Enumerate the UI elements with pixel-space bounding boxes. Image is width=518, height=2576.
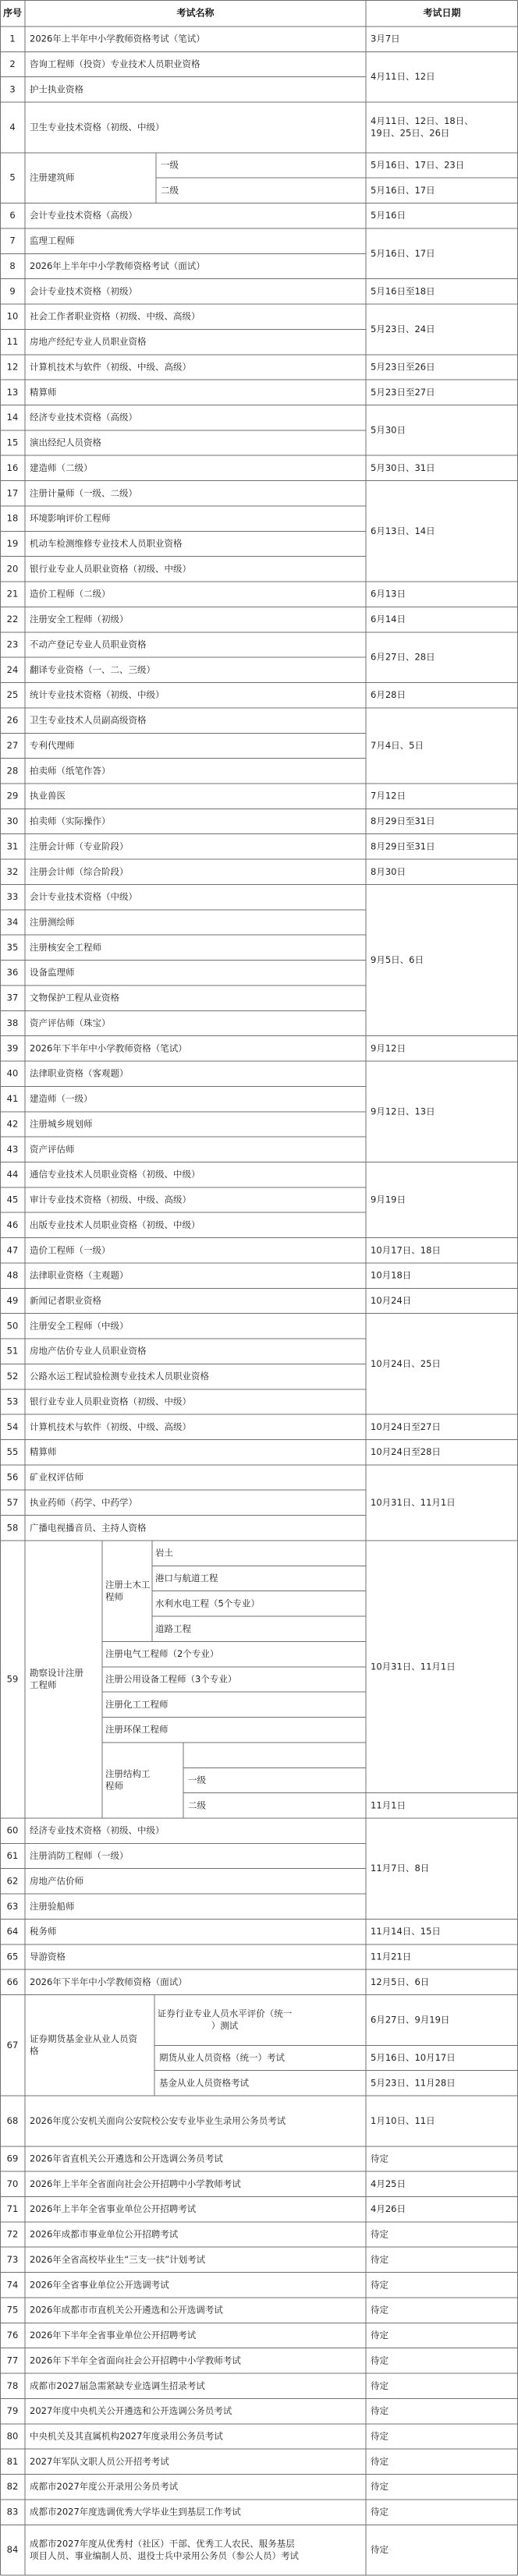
row-sub-name: 注册土木工程师 [105,1579,151,1602]
row-date: 7月4日、5日 [371,739,424,751]
row-name: 证券期货基金业从业人员资格 [30,2033,137,2057]
row-no: 79 [6,2405,19,2417]
row-date: 4月11日、12日 [371,71,435,83]
row-no: 13 [6,386,19,398]
row-date: 5月16日 [371,210,406,221]
row-sub-name: 二级 [161,184,179,196]
row-date: 5月16日、17日 [371,247,435,259]
row-no: 48 [6,1269,19,1281]
row-no: 42 [6,1118,19,1130]
row-date: 待定 [371,2253,388,2265]
row-no: 50 [6,1320,19,1332]
row-name: 环境影响评价工程师 [30,512,111,524]
row-date: 5月16日、10月17日 [371,2051,456,2063]
row-name: 成都市2027年度选调优秀大学毕业生到基层工作考试 [30,2506,241,2518]
row-no: 67 [6,2039,19,2051]
row-name: 注册安全工程师（中级） [30,1320,129,1332]
row-date: 待定 [371,2355,388,2366]
row-no: 77 [6,2355,19,2366]
row-date: 待定 [371,2330,388,2341]
row-name: 导游资格 [30,1951,66,1962]
row-name: 广播电视播音员、主持人资格 [30,1522,147,1534]
row-date: 11月21日 [371,1951,412,1962]
row-no: 31 [6,840,19,852]
row-name: 会计专业技术资格（高级） [30,210,137,221]
row-no: 81 [6,2455,19,2467]
row-sub-name: 注册化工工程师 [105,1698,169,1710]
row-name: 成都市2027届急需紧缺专业选调生招录考试 [30,2380,205,2391]
row-date: 8月30日 [371,865,406,877]
row-no: 15 [6,437,19,448]
row-date: 10月17日、18日 [371,1244,441,1256]
row-no: 30 [6,816,19,827]
row-date: 5月23日至27日 [371,386,435,398]
row-name: 注册会计师（专业阶段） [30,840,129,852]
row-no: 16 [6,462,19,473]
row-date: 6月27日、28日 [371,651,435,663]
row-name: 2026年下半年中小学教师资格（面试） [30,1976,187,1987]
row-date: 6月13日 [371,588,406,600]
row-name: 统计专业技术资格（初级、中级） [30,689,165,701]
row-no: 35 [6,941,19,953]
row-no: 82 [6,2481,19,2493]
row-date: 待定 [371,2380,388,2391]
row-sub-name: 港口与航道工程 [155,1573,218,1584]
row-name: 翻译专业资格（一、二、三级） [30,663,155,675]
row-no: 59 [6,1673,19,1685]
row-name: 2026年度公安机关面向公安院校公安专业毕业生录用公务员考试 [30,2114,286,2126]
row-no: 69 [6,2153,19,2164]
row-no: 65 [6,1951,19,1962]
row-no: 28 [6,765,19,777]
row-sub-name: 一级 [188,1774,206,1785]
row-date: 4月26日 [371,2203,406,2215]
row-name: 法律职业资格（客观题） [30,1067,129,1079]
row-no: 45 [6,1194,19,1205]
row-name: 拍卖师（实际操作） [30,816,111,827]
row-no: 33 [6,891,19,903]
row-sub-name: 道路工程 [155,1622,191,1634]
row-sub-name: 注册公用设备工程师（3个专业） [105,1673,237,1685]
row-date: 待定 [371,2544,388,2556]
row-date: 8月29日至31日 [371,816,435,827]
row-name: 审计专业技术资格（初级、中级、高级） [30,1194,191,1205]
row-no: 68 [6,2114,19,2126]
row-name: 2026年上半年全省事业单位公开招聘考试 [30,2203,197,2215]
row-name: 注册会计师（综合阶段） [30,865,129,877]
row-date: 11月1日 [371,1799,406,1811]
row-name: 2026年全省事业单位公开选调考试 [30,2279,169,2291]
row-no: 41 [6,1093,19,1105]
row-date: 4月11日、12日、18日、 19日、25日、26日 [371,115,474,139]
row-sub-name: 期货从业人员资格（统一）考试 [159,2051,285,2063]
row-no: 49 [6,1295,19,1306]
row-no: 6 [9,210,16,221]
row-no: 44 [6,1169,19,1180]
row-name: 注册计量师（一级、二级） [30,487,137,499]
row-no: 3 [9,83,16,95]
row-name: 专利代理师 [30,739,75,751]
row-name: 卫生专业技术人员副高级资格 [30,714,147,726]
row-no: 11 [6,336,19,348]
row-sub-name: 二级 [188,1799,206,1811]
row-no: 20 [6,563,19,575]
row-name: 经济专业技术资格（高级） [30,412,137,423]
row-name: 勘察设计注册工程师 [30,1667,83,1691]
row-date: 9月12日 [371,1042,406,1054]
row-no: 83 [6,2506,19,2518]
row-no: 2 [9,58,16,70]
row-name: 卫生专业技术资格（初级、中级） [30,121,165,133]
row-no: 71 [6,2203,19,2215]
row-date: 待定 [371,2430,388,2442]
row-name: 2026年上半年中小学教师资格考试（面试） [30,260,205,271]
row-no: 18 [6,512,19,524]
row-name: 税务师 [30,1926,57,1937]
row-no: 32 [6,865,19,877]
row-name: 会计专业技术资格（中级） [30,891,137,903]
row-date: 11月14日、15日 [371,1926,441,1937]
row-no: 46 [6,1219,19,1230]
row-no: 61 [6,1850,19,1862]
row-no: 57 [6,1496,19,1508]
row-date: 10月24日至28日 [371,1446,441,1458]
row-name: 房地产估价专业人员职业资格 [30,1345,147,1357]
row-date: 5月23日、11月28日 [371,2077,456,2089]
row-date: 9月12日、13日 [371,1106,435,1117]
row-name: 拍卖师（纸笔作答） [30,765,111,777]
row-date: 7月12日 [371,790,406,801]
row-sub-name: 注册环保工程师 [105,1724,169,1736]
row-no: 60 [6,1824,19,1836]
row-name: 成都市2027年度公开录用公务员考试 [30,2481,179,2493]
row-name: 注册城乡规划师 [30,1118,93,1130]
row-date: 12月5日、6日 [371,1976,430,1987]
row-name: 建造师（二级） [30,462,93,473]
row-name: 2027年军队文职人员公开招考考试 [30,2455,169,2467]
row-date: 待定 [371,2481,388,2493]
row-no: 84 [6,2544,19,2556]
row-sub-name: 岩土 [155,1547,173,1559]
row-no: 29 [6,790,19,801]
row-date: 4月25日 [371,2178,406,2189]
row-name: 注册安全工程师（初级） [30,614,129,625]
row-sub-name: 证券行业专业人员水平评价（统一）测试 [157,2008,293,2032]
row-name: 2026年下半年全省事业单位公开招聘考试 [30,2330,197,2341]
row-name: 社会工作者职业资格（初级、中级、高级） [30,310,200,322]
row-name: 监理工程师 [30,235,75,246]
row-sub-name: 水利水电工程（5个专业） [155,1598,260,1609]
row-date: 3月7日 [371,33,400,44]
row-date: 9月5日、6日 [371,954,424,966]
row-date: 10月18日 [371,1269,412,1281]
row-name: 注册测绘师 [30,916,75,928]
row-no: 70 [6,2178,19,2189]
row-no: 24 [6,663,19,675]
row-no: 10 [6,310,19,322]
row-no: 5 [9,172,16,183]
row-no: 7 [9,235,16,246]
row-name: 计算机技术与软件（初级、中级、高级） [30,361,191,373]
row-no: 62 [6,1875,19,1887]
row-name: 2026年成都市市直机关公开遴选和公开选调考试 [30,2304,223,2316]
row-date: 6月13日、14日 [371,525,435,536]
row-no: 17 [6,487,19,499]
row-name: 银行业专业人员职业资格（初级、中级） [30,563,191,575]
row-no: 74 [6,2279,19,2291]
row-date: 10月31日、11月1日 [371,1496,456,1508]
row-no: 80 [6,2430,19,2442]
row-date: 待定 [371,2279,388,2291]
row-sub-name: 基金从业人员资格考试 [159,2077,249,2089]
row-sub-name: 注册结构工程师 [105,1768,151,1792]
row-name: 新闻记者职业资格 [30,1295,101,1306]
row-name: 矿业权评估师 [30,1471,83,1483]
row-no: 43 [6,1143,19,1155]
row-date: 待定 [371,2304,388,2316]
row-date: 待定 [371,2228,388,2240]
row-name: 精算师 [30,386,57,398]
row-no: 53 [6,1396,19,1407]
row-name: 资产评估师（珠宝） [30,1017,111,1028]
row-date: 6月28日 [371,689,406,701]
row-date: 1月10日、11日 [371,2114,435,2126]
row-no: 22 [6,614,19,625]
row-no: 36 [6,967,19,978]
row-no: 25 [6,689,19,701]
row-name: 造价工程师（一级） [30,1244,111,1256]
row-no: 76 [6,2330,19,2341]
row-no: 75 [6,2304,19,2316]
row-no: 66 [6,1976,19,1987]
row-name: 2026年下半年中小学教师资格（笔试） [30,1042,187,1054]
row-no: 19 [6,538,19,550]
row-no: 4 [9,121,16,133]
row-name: 不动产登记专业人员职业资格 [30,639,147,650]
row-name: 精算师 [30,1446,57,1458]
row-no: 12 [6,361,19,373]
row-name: 2027年度中央机关公开遴选和公开选调公务员考试 [30,2405,232,2417]
row-no: 27 [6,739,19,751]
row-date: 5月16日至18日 [371,285,435,297]
row-no: 38 [6,1017,19,1028]
row-name: 执业兽医 [30,790,66,801]
row-date: 10月24日、25日 [371,1357,441,1369]
row-no: 8 [9,260,16,271]
row-no: 23 [6,639,19,650]
header-date: 考试日期 [423,7,461,19]
row-date: 6月27日、9月19日 [371,2014,450,2026]
row-name: 出版专业技术人员职业资格（初级、中级） [30,1219,200,1230]
row-name: 计算机技术与软件（初级、中级、高级） [30,1421,191,1432]
row-name: 2026年省直机关公开遴选和公开选调公务员考试 [30,2153,223,2164]
row-name: 注册建筑师 [30,172,75,183]
row-date: 待定 [371,2506,388,2518]
row-no: 64 [6,1926,19,1937]
row-name: 文物保护工程从业资格 [30,992,119,1003]
row-no: 54 [6,1421,19,1432]
row-date: 待定 [371,2455,388,2467]
row-date: 10月24日至27日 [371,1421,441,1432]
row-name: 2026年上半年中小学教师资格考试（笔试） [30,33,205,44]
row-name: 2026年上半年全省面向社会公开招聘中小学教师考试 [30,2178,241,2189]
row-name: 法律职业资格（主观题） [30,1269,129,1281]
row-sub-name: 注册电气工程师（2个专业） [105,1648,219,1660]
row-name: 咨询工程师（投资）专业技术人员职业资格 [30,58,200,70]
header-no: 序号 [2,7,23,19]
row-date: 5月23日、24日 [371,323,435,334]
row-date: 10月24日 [371,1295,412,1306]
row-name: 房地产经纪专业人员职业资格 [30,336,147,348]
row-no: 58 [6,1522,19,1534]
row-date: 5月16日、17日 [371,184,435,196]
header-name: 考试名称 [176,7,215,19]
row-date: 8月29日至31日 [371,840,435,852]
row-name: 银行业专业人员职业资格（初级、中级） [30,1396,191,1407]
row-no: 40 [6,1067,19,1079]
row-name: 成都市2027年度从优秀村（社区）干部、优秀工人农民、服务基层项目人员、事业编制人员、退役士兵中录用公务员（参公人员）考试 [30,2538,299,2561]
row-date: 5月30日、31日 [371,462,435,473]
row-name: 护士执业资格 [30,83,83,95]
row-name: 执业药师（药学、中药学） [30,1496,137,1508]
row-name: 演出经纪人员资格 [30,437,101,448]
row-no: 73 [6,2253,19,2265]
row-name: 2026年下半年全省面向社会公开招聘中小学教师考试 [30,2355,241,2366]
row-no: 34 [6,916,19,928]
row-name: 造价工程师（二级） [30,588,111,600]
row-no: 39 [6,1042,19,1054]
row-name: 会计专业技术资格（初级） [30,285,137,297]
row-date: 6月14日 [371,614,406,625]
row-name: 设备监理师 [30,967,75,978]
row-no: 55 [6,1446,19,1458]
row-date: 5月30日 [371,424,406,436]
row-name: 资产评估师 [30,1143,75,1155]
row-no: 26 [6,714,19,726]
row-no: 14 [6,412,19,423]
row-date: 11月7日、8日 [371,1863,430,1874]
row-date: 9月19日 [371,1194,406,1205]
row-name: 中央机关及其直属机构2027年度录用公务员考试 [30,2430,223,2442]
row-date: 待定 [371,2153,388,2164]
row-name: 2026年成都市事业单位公开招聘考试 [30,2228,179,2240]
row-name: 注册验船师 [30,1900,75,1912]
row-date: 5月16日、17日、23日 [371,159,465,171]
row-name: 通信专业技术人员职业资格（初级、中级） [30,1169,200,1180]
row-no: 37 [6,992,19,1003]
row-no: 56 [6,1471,19,1483]
row-name: 经济专业技术资格（初级、中级） [30,1824,165,1836]
row-name: 注册消防工程师（一级） [30,1850,129,1862]
row-no: 1 [9,33,16,44]
row-no: 21 [6,588,19,600]
row-name: 房地产估价师 [30,1875,83,1887]
row-no: 78 [6,2380,19,2391]
row-name: 注册核安全工程师 [30,941,101,953]
row-no: 52 [6,1371,19,1382]
row-name: 公路水运工程试验检测专业技术人员职业资格 [30,1371,209,1382]
row-sub-name: 一级 [161,159,179,171]
row-date: 待定 [371,2405,388,2417]
row-no: 72 [6,2228,19,2240]
row-date: 5月23日至26日 [371,361,435,373]
row-name: 机动车检测维修专业技术人员职业资格 [30,538,183,550]
row-no: 51 [6,1345,19,1357]
row-no: 9 [9,285,16,297]
row-name: 建造师（一级） [30,1093,93,1105]
row-no: 47 [6,1244,19,1256]
row-date: 10月31日、11月1日 [371,1661,456,1672]
row-no: 63 [6,1900,19,1912]
row-name: 2026年全省高校毕业生“三支一扶”计划考试 [30,2253,206,2265]
